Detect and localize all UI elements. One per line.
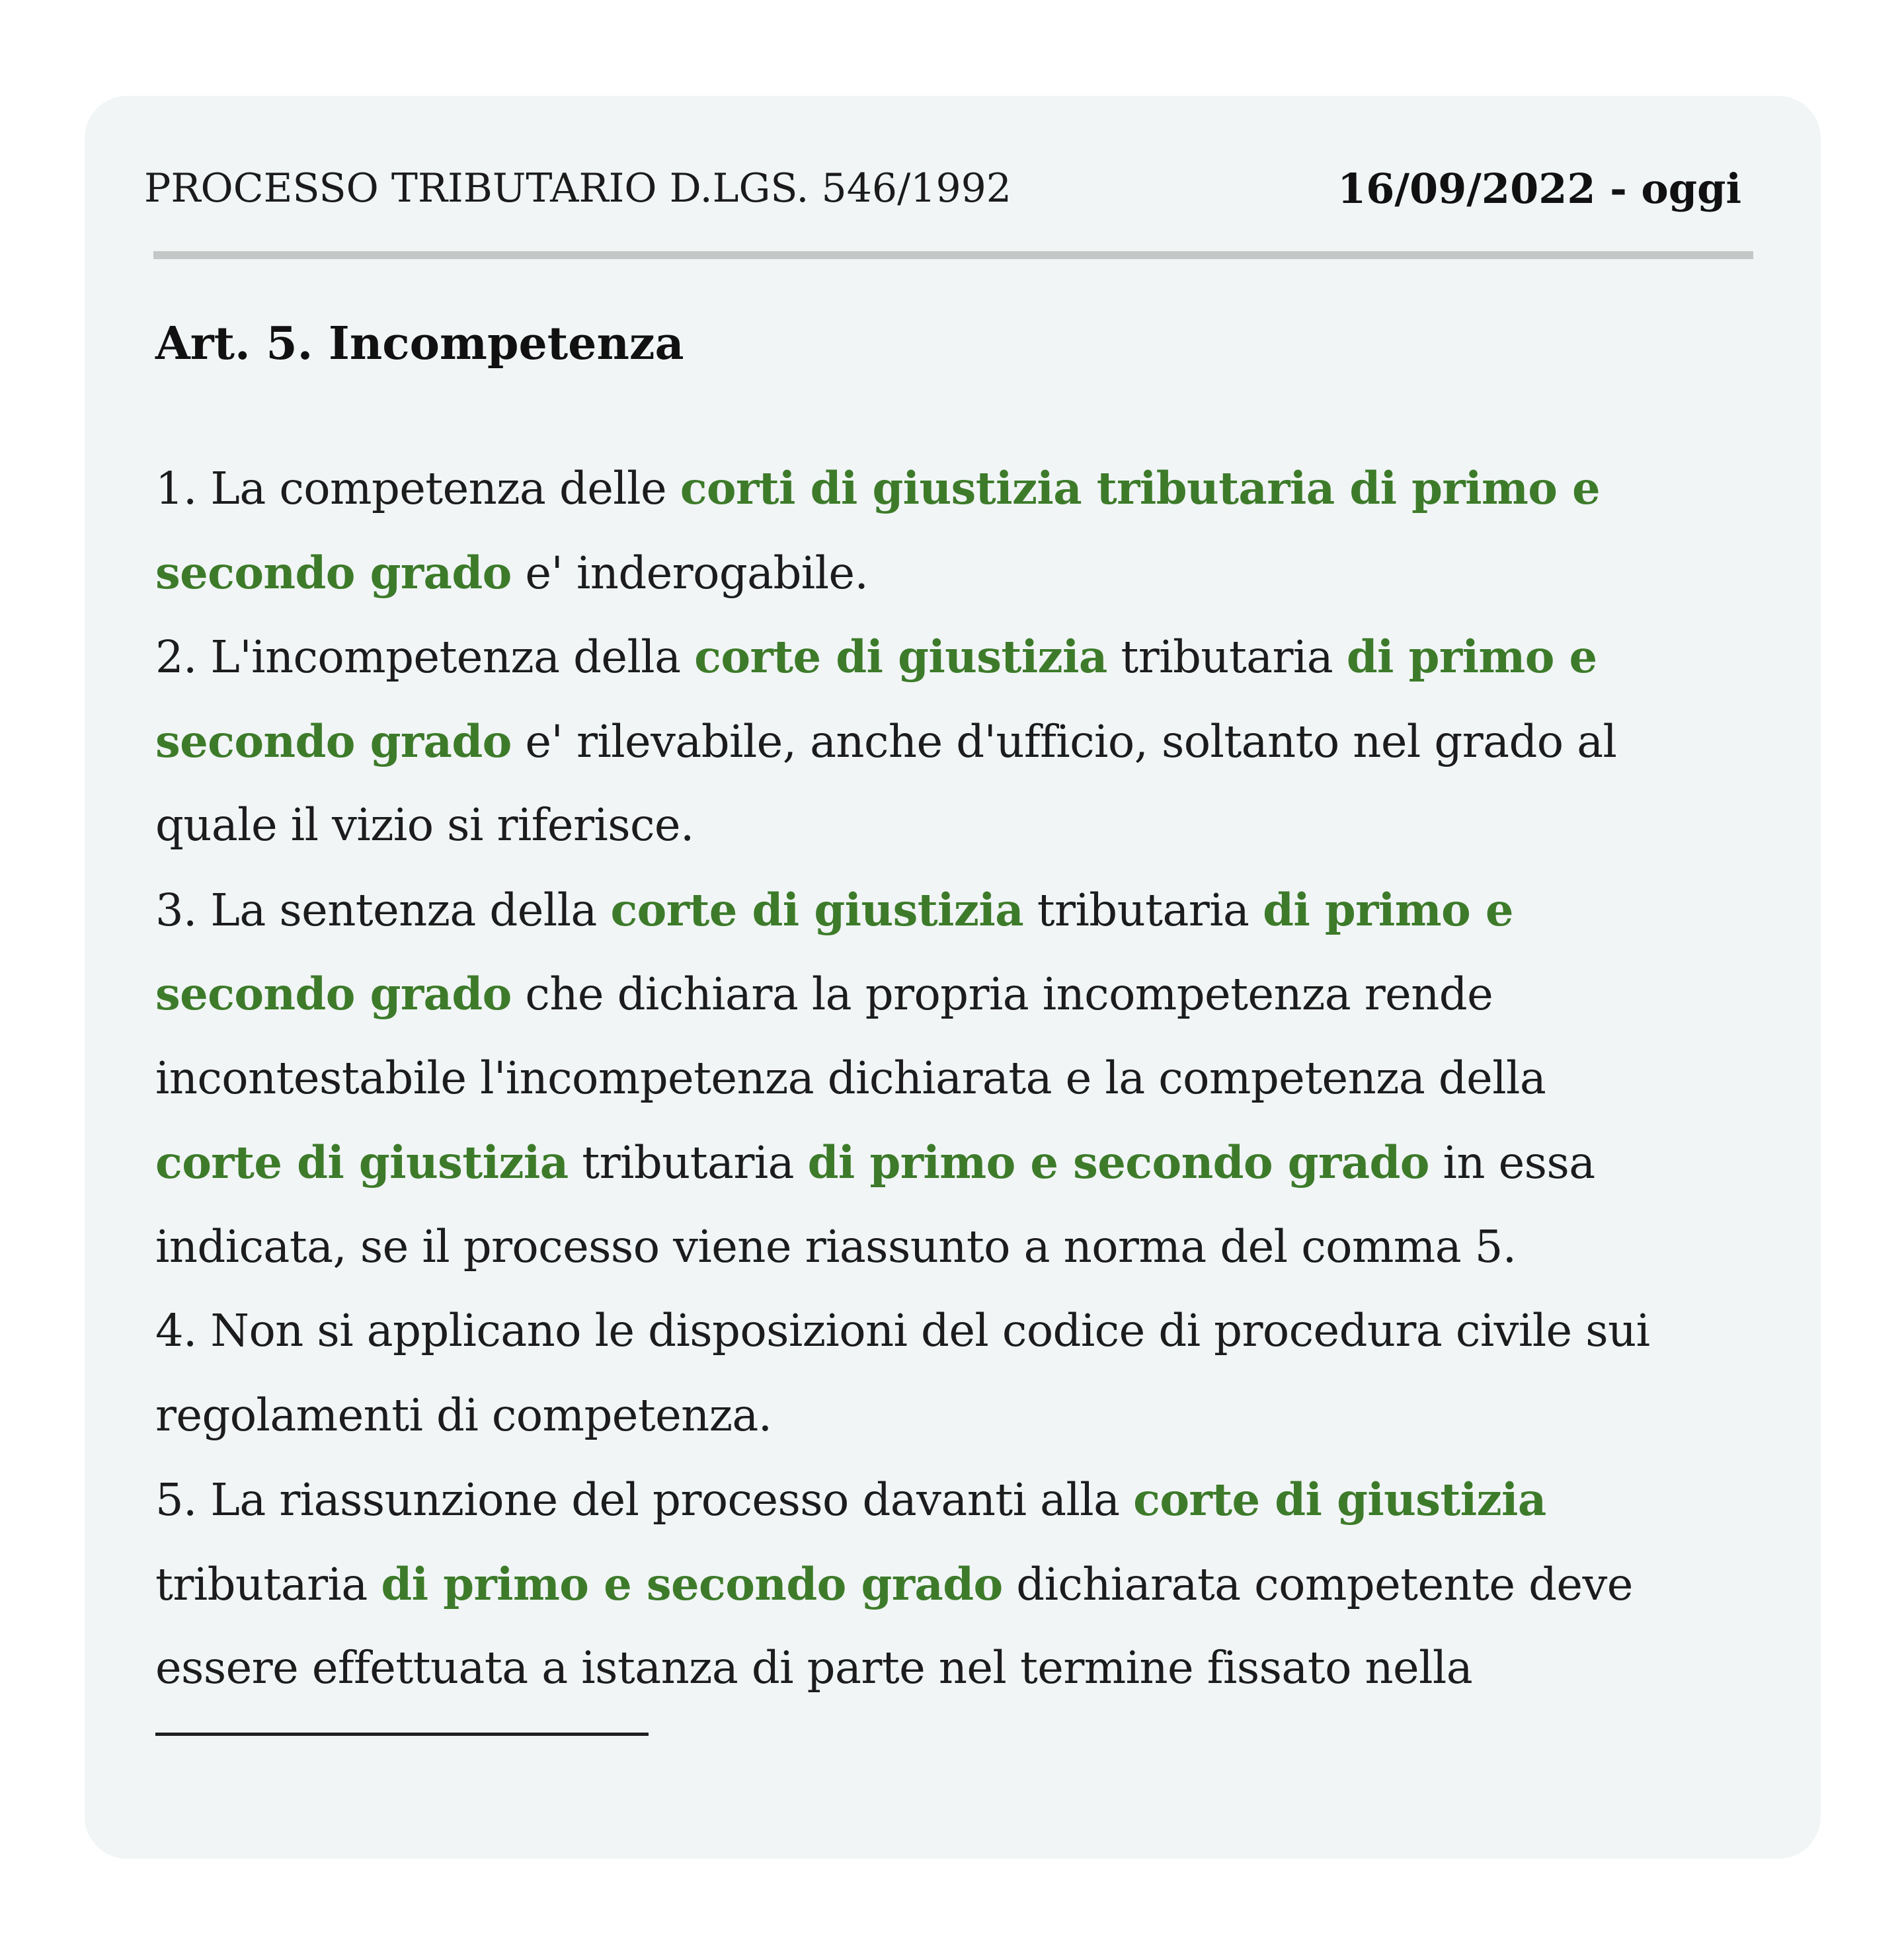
article-text-line bbox=[155, 868, 1775, 953]
article-text-line bbox=[155, 952, 1775, 1036]
document-header bbox=[144, 162, 1741, 215]
text-segment: dichiarata competente deve bbox=[1002, 1558, 1633, 1610]
article-text-line bbox=[155, 446, 1775, 531]
article-text-line bbox=[155, 783, 1775, 868]
highlighted-term: di primo e bbox=[1346, 631, 1597, 683]
text-segment: tributaria bbox=[568, 1137, 808, 1189]
validity-date-range: 16/09/2022 - oggi bbox=[1337, 164, 1741, 213]
text-segment: essere effettuata a istanza di parte nel termine fissato nella bbox=[155, 1642, 1473, 1694]
article-text-line bbox=[155, 1120, 1775, 1205]
highlighted-term: corte di giustizia bbox=[1133, 1473, 1546, 1526]
text-segment: e' inderogabile. bbox=[511, 547, 869, 599]
text-segment: 5. La riassunzione del processo davanti alla bbox=[155, 1474, 1134, 1526]
highlighted-term: secondo grado bbox=[155, 546, 512, 599]
text-segment: che dichiara la propria incompetenza rende bbox=[511, 968, 1493, 1020]
highlighted-term: di primo e secondo grado bbox=[381, 1557, 1003, 1610]
article-text-line bbox=[155, 1374, 1775, 1458]
article-body bbox=[155, 446, 1775, 1711]
article-text-line bbox=[155, 699, 1775, 784]
text-segment: quale il vizio si riferisce. bbox=[155, 799, 694, 851]
highlighted-term: corte di giustizia bbox=[155, 1136, 569, 1189]
article-text-line bbox=[155, 1542, 1775, 1627]
law-title: PROCESSO TRIBUTARIO D.LGS. 546/1992 bbox=[144, 165, 1012, 212]
text-segment: 4. Non si applicano le disposizioni del codice di procedura civile sui bbox=[155, 1305, 1650, 1356]
text-segment: tributaria bbox=[155, 1558, 381, 1610]
article-text-line bbox=[155, 1458, 1775, 1542]
text-segment: e' rilevabile, anche d'ufficio, soltanto nel grado al bbox=[511, 715, 1617, 767]
article-text-line bbox=[155, 1036, 1775, 1121]
article-text-line bbox=[155, 531, 1775, 615]
highlighted-term: corte di giustizia bbox=[610, 883, 1024, 936]
article-text-line bbox=[155, 1289, 1775, 1374]
text-segment: 2. L'incompetenza della bbox=[155, 631, 695, 683]
text-segment: tributaria bbox=[1107, 631, 1347, 683]
text-segment: tributaria bbox=[1023, 884, 1263, 936]
text-segment: in essa bbox=[1429, 1137, 1595, 1189]
text-segment: indicata, se il processo viene riassunto a norma del comma 5. bbox=[155, 1220, 1517, 1272]
article-title: Art. 5. Incompetenza bbox=[155, 317, 684, 370]
highlighted-term: di primo e secondo grado bbox=[807, 1136, 1429, 1189]
article-text-line bbox=[155, 615, 1775, 699]
highlighted-term: secondo grado bbox=[155, 968, 512, 1020]
article-text-line bbox=[155, 1626, 1775, 1711]
highlighted-term: corti di giustizia tributaria di primo e bbox=[680, 462, 1601, 514]
text-segment: 1. La competenza delle bbox=[155, 463, 680, 514]
text-segment: regolamenti di competenza. bbox=[155, 1389, 772, 1441]
highlighted-term: corte di giustizia bbox=[694, 631, 1107, 683]
text-segment: incontestabile l'incompetenza dichiarata e la competenza della bbox=[155, 1052, 1546, 1104]
text-segment: 3. La sentenza della bbox=[155, 884, 611, 936]
footnote-divider bbox=[155, 1733, 649, 1736]
article-text-line bbox=[155, 1205, 1775, 1290]
article-card bbox=[85, 96, 1821, 1859]
highlighted-term: di primo e bbox=[1263, 883, 1513, 936]
header-divider bbox=[153, 251, 1753, 259]
highlighted-term: secondo grado bbox=[155, 715, 512, 767]
